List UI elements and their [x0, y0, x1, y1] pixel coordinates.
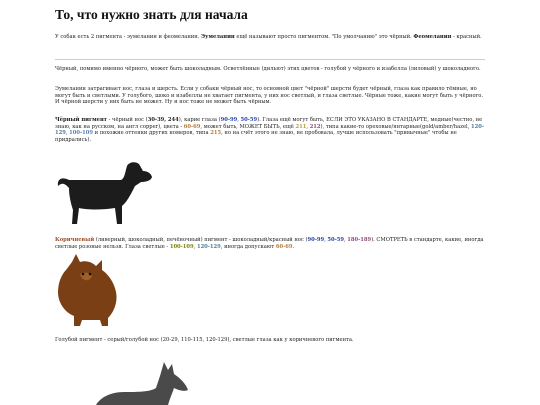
intro-text: - красный.: [451, 34, 482, 40]
blue-dog-image: [90, 358, 190, 405]
pheomelanin-term: Феомеланин: [413, 34, 452, 40]
text: ,: [343, 237, 348, 243]
blue-pigment-paragraph: Голубой пигмент - серый/голубой нос (20-29, 110-115, 120-129), светлые глаза как у коричневого пигмента.: [55, 337, 354, 343]
text: , может быть, МОЖЕТ БЫТЬ, ещё: [200, 123, 296, 130]
eumelanin-term: Эумеланин: [201, 34, 235, 40]
text: .: [292, 243, 295, 250]
color-code: 100-109: [169, 243, 194, 250]
text: (ливерный, шоколадный, печёночный) пигмент - шоколадный/красный нос (: [94, 237, 308, 243]
blue-dog-silhouette: [96, 362, 188, 405]
eumelanin-paragraph: Эумеланин затрагивает нос, глаза и шерсть. Если у собаки чёрный нос, то основной цвет "чёрной" шерсти будет чёрный, глаза как правило тёмные, но могут быть и светлыми. У голубого, шоко и изабеллы не хватает пигмента, у них нос светлый, и глаза светлые. Чёрные тоже, какие могут быть у чёрного. И чёрной шерсти у них быть не может. Ну и нос тоже не может быть чёрным.: [55, 86, 484, 106]
brown-pigment-paragraph: [55, 237, 485, 250]
text: ,: [193, 243, 197, 250]
brown-dog-image: [52, 252, 124, 328]
text: - чёрный нос (: [106, 117, 148, 123]
text: и похожие оттенки других номеров, типа: [92, 130, 211, 137]
color-code: 50-59: [240, 117, 258, 123]
color-code: 90-99: [307, 237, 325, 243]
color-code: 100-109: [69, 130, 93, 137]
black-dog-silhouette: [58, 162, 152, 224]
intro-paragraph: [55, 34, 485, 41]
black-pigment-label: Чёрный пигмент: [55, 117, 107, 123]
color-code: 30-39, 244: [147, 117, 179, 123]
intro-text: ещё называют просто пигментом. "По умолчанию" это чёрный.: [234, 34, 414, 40]
color-code: 90-99: [220, 117, 238, 123]
page-title: То, что нужно знать для начала: [55, 7, 248, 22]
color-code: 120-129: [196, 243, 221, 250]
divider: [55, 59, 485, 60]
color-code: 215: [210, 130, 222, 137]
text: ,: [306, 123, 310, 130]
color-code: 211: [295, 123, 307, 130]
color-code: 50-59: [327, 237, 344, 243]
text: ,: [324, 237, 328, 243]
text: , иногда допускают: [220, 243, 276, 250]
intro-text: У собак есть 2 пигмента - эумеланин и феомеланин.: [55, 34, 202, 40]
chocolate-paragraph: Чёрный, помимо именно чёрного, может быть шоколадным. Осветлённые (дильют) этих цветов - голубой у чёрного и изабелла (лиловый) у шоколадного.: [55, 66, 481, 72]
black-dog-image: [55, 150, 155, 230]
text: ). СМОТРЕТЬ в стандарте, какие, иногда светлые розовые нельзя. Глаза светлые -: [55, 237, 484, 250]
color-code: 120-129: [55, 123, 484, 137]
text: ,: [237, 117, 241, 123]
color-code: 180-189: [347, 237, 372, 243]
black-pigment-paragraph: [55, 117, 485, 143]
text: ), типа какие-то ореховые/янтарные(gold/amber/hazel,: [320, 123, 471, 130]
color-code: 60-69: [275, 243, 293, 250]
brown-dog-silhouette: [58, 254, 117, 326]
color-code: 212: [309, 123, 321, 130]
text: ). Глаза ещё могут быть, ЕСЛИ ЭТО УКАЗАНО В СТАНДАРТЕ, медные(честно, не знаю, как на русском, на англ copper), цвета -: [55, 117, 483, 130]
text: , но на счёт этого не знаю, не пробовала, лучше использовать "привычные" чтобы не придрались).: [55, 130, 457, 143]
brown-pigment-label: Коричневый: [55, 237, 95, 243]
text: ,: [65, 130, 70, 137]
text: ), карие глаза (: [178, 117, 221, 123]
color-code: 60-69: [183, 123, 201, 130]
